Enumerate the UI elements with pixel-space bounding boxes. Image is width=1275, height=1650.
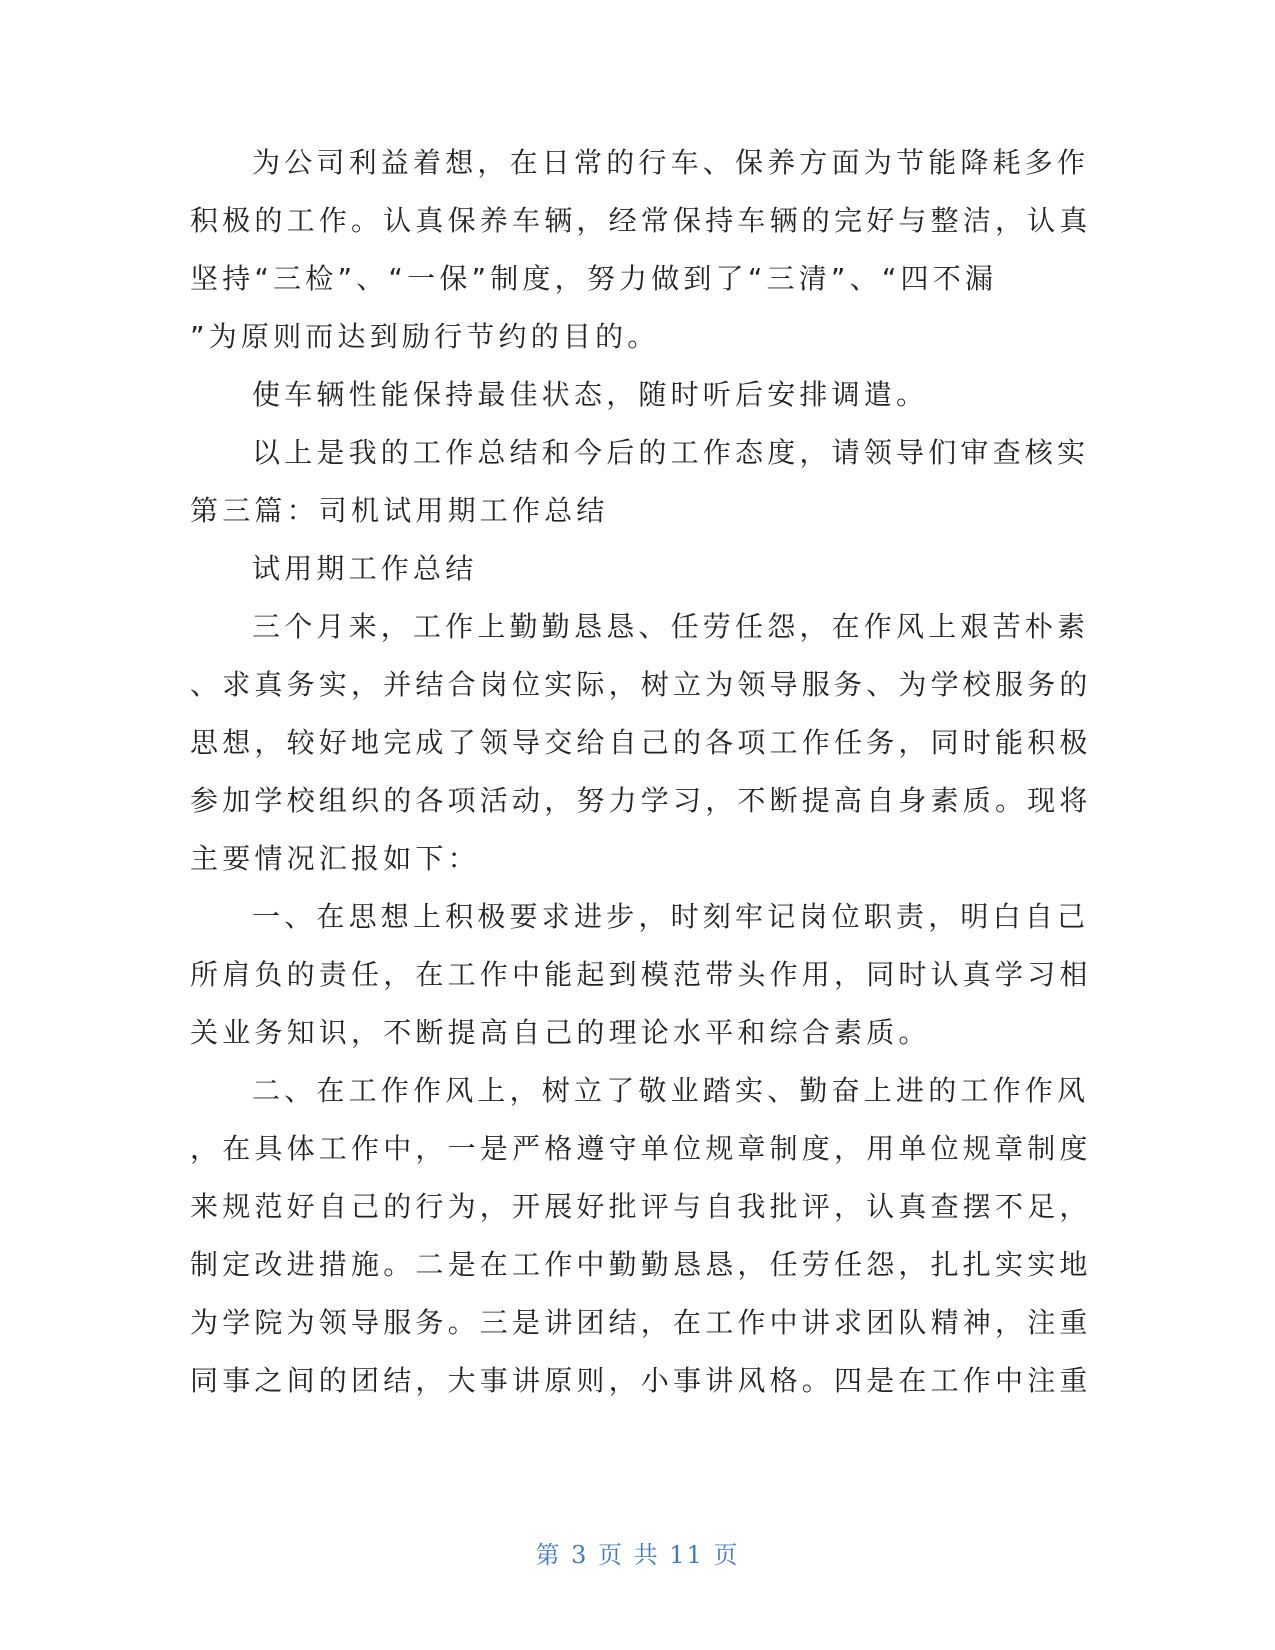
section-heading: 第三篇：司机试用期工作总结 bbox=[190, 494, 609, 527]
text-line: 主要情况汇报如下： bbox=[190, 842, 480, 875]
text-line: 同事之间的团结，大事讲原则，小事讲风格。四是在工作中注重 bbox=[190, 1364, 1092, 1397]
text-line: 关业务知识，不断提高自己的理论水平和综合素质。 bbox=[190, 1016, 931, 1049]
text-line: 三个月来，工作上勤勤恳恳、任劳任怨，在作风上艰苦朴素 bbox=[252, 610, 1090, 643]
text-line: 二、在工作作风上，树立了敬业踏实、勤奋上进的工作作风 bbox=[252, 1074, 1090, 1107]
text-line: 制定改进措施。二是在工作中勤勤恳恳，任劳任怨，扎扎实实地 bbox=[190, 1248, 1092, 1281]
text-line: 坚持“三检”、“一保”制度，努力做到了“三清”、“四不漏 bbox=[190, 262, 998, 295]
text-line: ”为原则而达到励行节约的目的。 bbox=[190, 320, 660, 353]
page-number-footer: 第 3 页 共 11 页 bbox=[535, 1541, 740, 1569]
text-line: 来规范好自己的行为，开展好批评与自我批评，认真查摆不足， bbox=[190, 1190, 1092, 1223]
text-line: 、求真务实，并结合岗位实际，树立为领导服务、为学校服务的 bbox=[190, 668, 1092, 701]
text-line: 思想，较好地完成了领导交给自己的各项工作任务，同时能积极 bbox=[190, 726, 1092, 759]
text-line: 以上是我的工作总结和今后的工作态度，请领导们审查核实 bbox=[252, 436, 1090, 469]
subheading: 试用期工作总结 bbox=[252, 552, 478, 585]
text-line: 积极的工作。认真保养车辆，经常保持车辆的完好与整洁，认真 bbox=[190, 204, 1092, 237]
text-line: 参加学校组织的各项活动，努力学习，不断提高自身素质。现将 bbox=[190, 784, 1092, 817]
text-line: 一、在思想上积极要求进步，时刻牢记岗位职责，明白自己 bbox=[252, 900, 1090, 933]
text-line: 所肩负的责任，在工作中能起到模范带头作用，同时认真学习相 bbox=[190, 958, 1092, 991]
text-line: 使车辆性能保持最佳状态，随时听后安排调遣。 bbox=[252, 378, 929, 411]
text-line: ，在具体工作中，一是严格遵守单位规章制度，用单位规章制度 bbox=[190, 1132, 1092, 1165]
text-line: 为公司利益着想，在日常的行车、保养方面为节能降耗多作 bbox=[252, 146, 1090, 179]
text-line: 为学院为领导服务。三是讲团结，在工作中讲求团队精神，注重 bbox=[190, 1306, 1092, 1339]
